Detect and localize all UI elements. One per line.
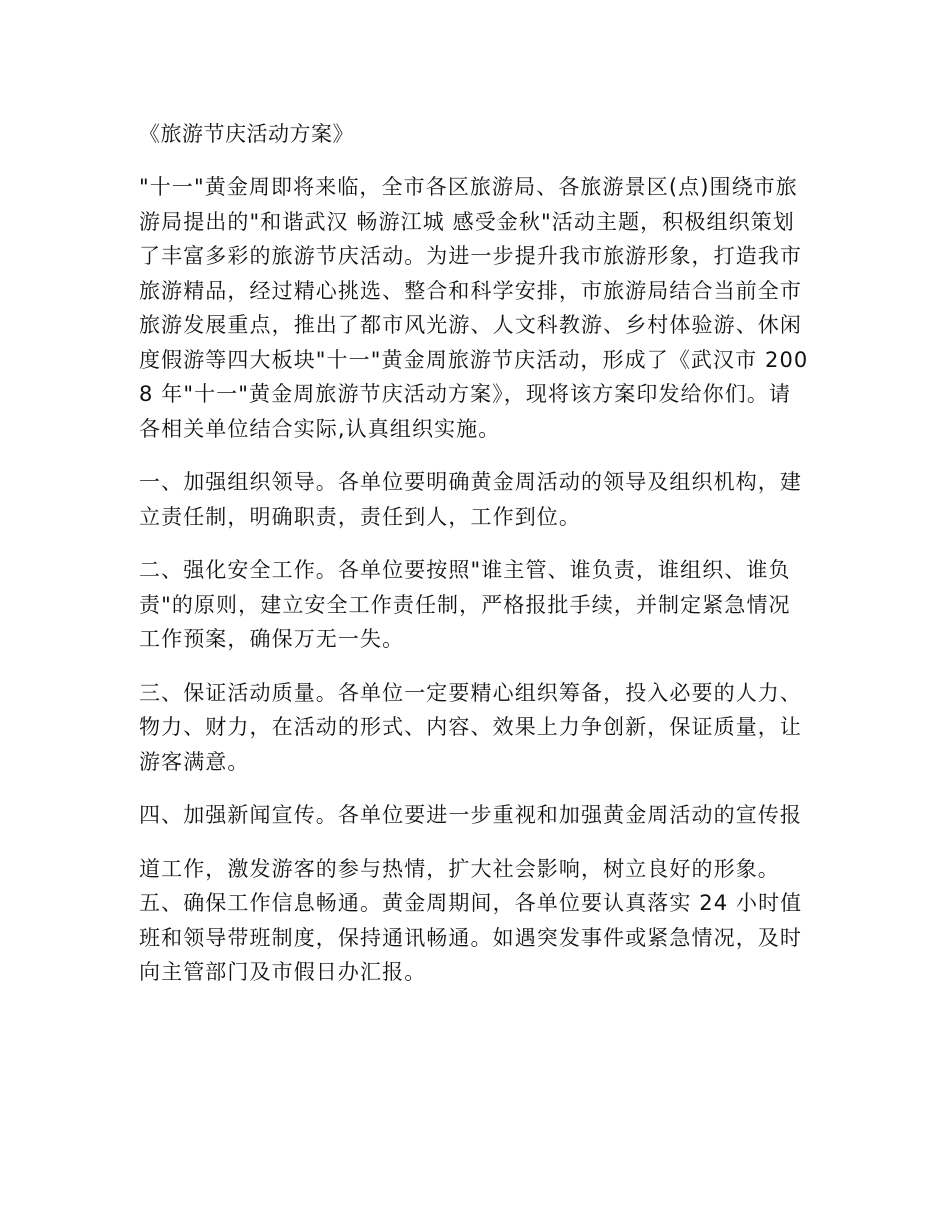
section-4-continued-paragraph: 道工作，激发游客的参与热情，扩大社会影响，树立良好的形象。 五、确保工作信息畅通。黄金周期间，各单位要认真落实 24 小时值班和领导带班制度，保持通讯畅通。如遇突发事件或紧急情况，及时向主管部门及市假日办汇报。: [139, 856, 803, 984]
section-3-paragraph: 三、保证活动质量。各单位一定要精心组织筹备，投入必要的人力、物力、财力，在活动的形式、内容、效果上力争创新，保证质量，让游客满意。: [139, 680, 802, 774]
section-4-paragraph: 四、加强新闻宣传。各单位要进一步重视和加强黄金周活动的宣传报: [139, 803, 802, 827]
intro-paragraph: "十一"黄金周即将来临，全市各区旅游局、各旅游景区(点)围绕市旅游局提出的"和谐武汉 畅游江城 感受金秋"活动主题，积极组织策划了丰富多彩的旅游节庆活动。为进一步提升我市旅游形象，打造我市旅游精品，经过精心挑选、整合和科学安排，市旅游局结合当前全市旅游发展重点，推出了都市风光游、人文科教游、乡村体验游、休闲度假游等四大板块"十一"黄金周旅游节庆活动，形成了《武汉市 2008 年"十一"黄金周旅游节庆活动方案》，现将该方案印发给你们。请各相关单位结合实际,认真组织实施。: [139, 175, 809, 441]
document-body: [139, 118, 811, 1009]
section-1-paragraph: 一、加强组织领导。各单位要明确黄金周活动的领导及组织机构，建立责任制，明确职责，责任到人，工作到位。: [139, 470, 802, 529]
document-title: 《旅游节庆活动方案》: [139, 122, 354, 146]
section-2-paragraph: 二、强化安全工作。各单位要按照"谁主管、谁负责，谁组织、谁负责"的原则，建立安全工作责任制，严格报批手续，并制定紧急情况工作预案，确保万无一失。: [139, 558, 791, 651]
